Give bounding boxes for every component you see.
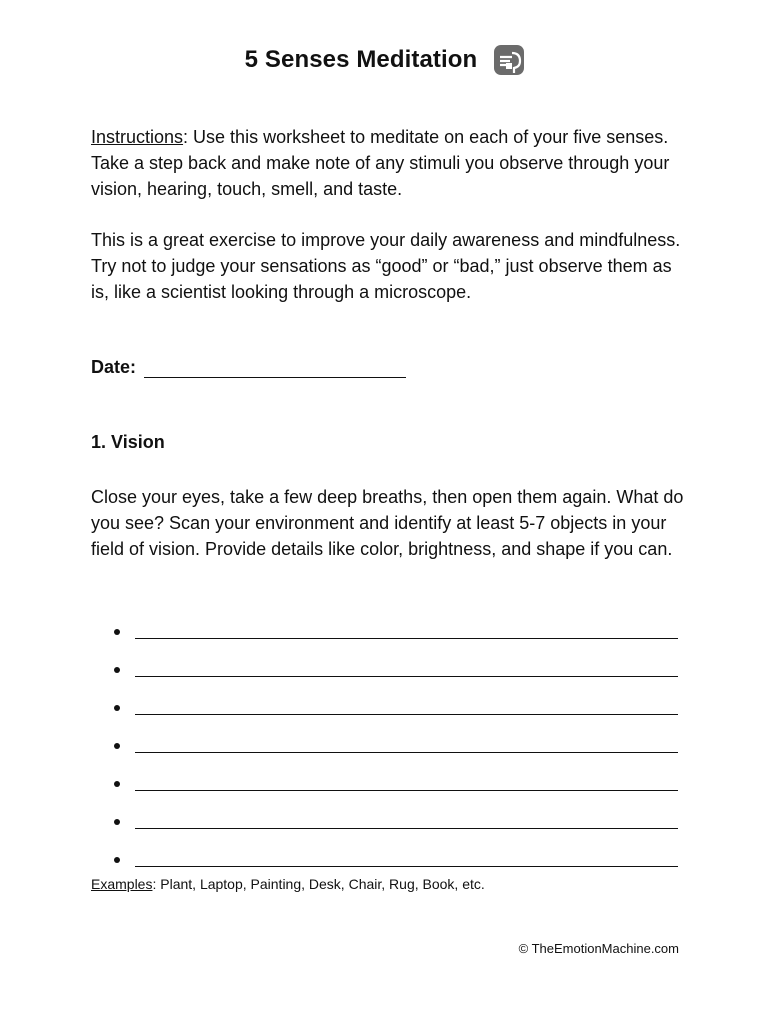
bullet-icon [114, 667, 120, 673]
intro-paragraph: This is a great exercise to improve your daily awareness and mindfulness. Try not to judge your sensations as “good” or “bad,” just observe them as is, like a scientist looking through a microscope. [91, 230, 681, 302]
bullet-icon [114, 705, 120, 711]
response-list [112, 608, 678, 874]
vision-prompt: Close your eyes, take a few deep breaths, then open them again. What do you see? Scan your environment and identify at least 5-7 objects in your field of vision. Provide details like color, brightness, and shape if you can. [91, 487, 684, 559]
response-line[interactable] [135, 790, 678, 791]
instructions-text: : Use this worksheet to meditate on each of your five senses. Take a step back and make note of any stimuli you observe through your vision, hearing, touch, smell, and taste. [91, 127, 670, 199]
copyright-footer: © TheEmotionMachine.com [518, 941, 679, 956]
list-item [112, 722, 678, 760]
response-line[interactable] [135, 752, 678, 753]
bullet-icon [114, 781, 120, 787]
bullet-icon [114, 743, 120, 749]
page-title: 5 Senses Meditation [244, 46, 478, 73]
list-item [112, 684, 678, 722]
date-input-line[interactable] [144, 356, 406, 378]
response-line[interactable] [135, 676, 678, 677]
list-item [112, 798, 678, 836]
instructions-label: Instructions [91, 127, 184, 147]
examples-note [91, 876, 485, 892]
response-line[interactable] [135, 638, 678, 639]
response-line[interactable] [135, 866, 678, 867]
response-line[interactable] [135, 714, 678, 715]
date-field [91, 356, 406, 378]
response-line[interactable] [135, 828, 678, 829]
list-item [112, 760, 678, 798]
examples-text: : Plant, Laptop, Painting, Desk, Chair, Rug, Book, etc. [152, 876, 485, 892]
date-label: Date: [91, 357, 137, 377]
section-heading-vision: 1. Vision [91, 432, 165, 452]
list-item [112, 608, 678, 646]
bullet-icon [114, 857, 120, 863]
brain-head-icon [493, 44, 525, 76]
bullet-icon [114, 819, 120, 825]
list-item [112, 836, 678, 874]
title-row [0, 44, 770, 76]
examples-label: Examples [91, 876, 153, 892]
bullet-icon [114, 629, 120, 635]
instructions-paragraph [91, 124, 691, 202]
list-item [112, 646, 678, 684]
